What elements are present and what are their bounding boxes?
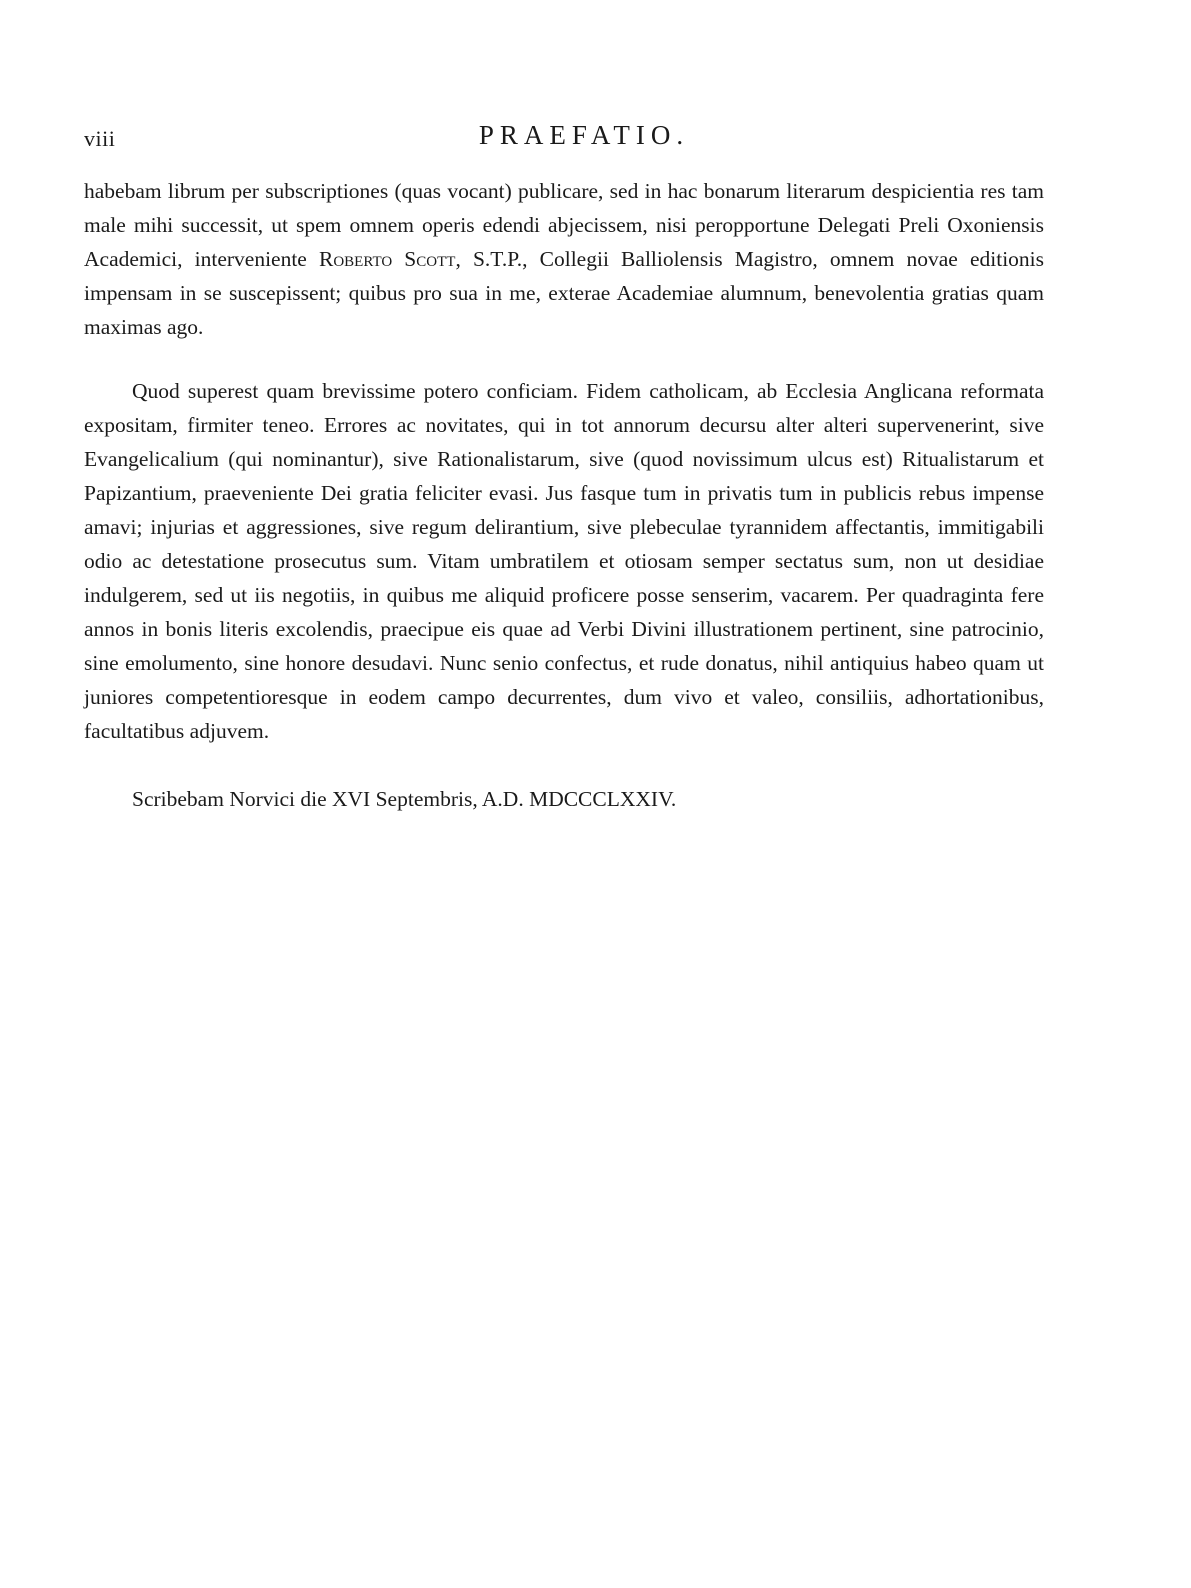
paragraph-text: habebam librum per subscriptiones (quas vocant) publicare, sed in hac bonarum literarum despicientia res tam male mihi successit, ut spem omnem operis edendi abjecissem, nisi peropportune Delegati Preli Oxoniensis Academici, interveniente	[84, 179, 1044, 271]
paragraph-continued	[84, 174, 1044, 344]
running-head	[84, 120, 1044, 160]
person-name: Roberto Scott	[319, 247, 456, 271]
signoff-date-line: Scribebam Norvici die XVI Septembris, A.D. MDCCCLXXIV.	[132, 787, 677, 811]
paragraph: Quod superest quam brevissime potero conficiam. Fidem catholicam, ab Ecclesia Anglicana reformata expositam, firmiter teneo. Errores ac novitates, qui in tot annorum decursu alter alteri supervenerint, sive Evangelicalium (qui nominantur), sive Rationalistarum, sive (quod novissimum ulcus est) Ritualistarum et Papizantium, praeveniente Dei gratia feliciter evasi. Jus fasque tum in privatis tum in publicis rebus impense amavi; injurias et aggressiones, sive regum delirantium, sive plebeculae tyrannidem affectantis, immitigabili odio ac detestatione prosecutus sum. Vitam umbratilem et otiosam semper sectatus sum, non ut desidiae indulgerem, sed ut iis negotiis, in quibus me aliquid proficere posse senserim, vacarem. Per quadraginta fere annos in bonis literis excolendis, praecipue eis quae ad Verbi Divini illustrationem pertinent, sine patrocinio, sine emolumento, sine honore desudavi. Nunc senio confectus, et rude donatus, nihil antiquius habeo quam ut juniores competentioresque in eodem campo decurrentes, dum vivo et valeo, consiliis, adhortationibus, facultatibus adjuvem.	[84, 379, 1044, 743]
page-title: PRAEFATIO.	[478, 120, 690, 150]
document-page	[84, 120, 1044, 816]
paragraph-text: , S.T.P., Collegii Balliolensis Magistro, omnem novae editionis impensam in se suscepissent; quibus pro sua in me, exterae Academiae alumnum, benevolentia gratias quam maximas ago.	[84, 247, 1045, 339]
page-number: viii	[84, 126, 116, 151]
